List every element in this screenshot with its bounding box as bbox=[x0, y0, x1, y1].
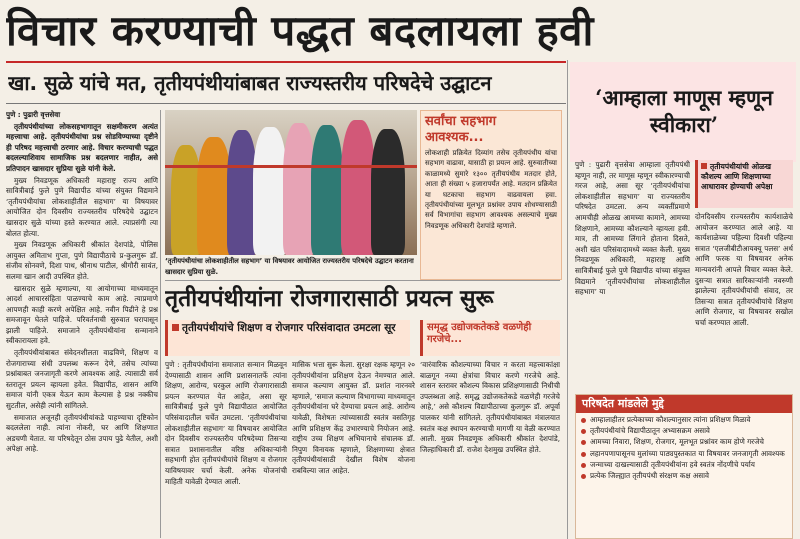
column-divider bbox=[160, 110, 161, 538]
article-paragraph: मुख्य निवडणूक अधिकारी श्रीकांत देशपांडे, पोलिस आयुक्त अमिताभ गुप्ता, पुणे विद्यापीठाचे प्र-कुलगुरू डॉ. संजीव सोनवणे, दिशा पाथ, श्रीनाथ पाटील, श्रीगौरी सावंत, सलमा खान आदी उपस्थित होते. bbox=[6, 240, 158, 281]
bullet-icon bbox=[172, 324, 179, 331]
article-paragraph: समाजात अजूनही तृतीयपंथीयांकडे पाहण्याचा दृष्टिकोन बदललेला नाही. त्यांना नोकरी, घर आणि शिक्षणात अडचणी येतात. या परिषदेतून ठोस उपाय पुढे येतील, अशी अपेक्षा आहे. bbox=[6, 412, 158, 454]
left-article-column bbox=[6, 110, 158, 538]
education-tag-text: तृतीयपंथीयांचे शिक्षण व रोजगार परिसंवादात उमटला सूर bbox=[182, 322, 396, 334]
education-tag bbox=[165, 320, 410, 356]
industry-tag: समृद्ध उद्योजकतेकडे वळणेही गरजेचे... bbox=[420, 320, 560, 356]
article-paragraph: तृतीयपंथीयांच्या लोकसहभागातून सक्षमीकरण अत्यंत महत्त्वाचा आहे. तृतीयपंथीयांचा प्रश्न सोडविण्याच्या दृष्टीने ही परिषद महत्त्वाची ठरणार आहे. विचार करण्याची पद्धत बदलल्याशिवाय सामाजिक प्रश्न बदलणार नाहीत, असे प्रतिपादन खासदार सुप्रिया सुळे यांनी केले. bbox=[6, 121, 158, 173]
subheadline: खा. सुळे यांचे मत, तृतीयपंथीयांबाबत राज्यस्तरीय परिषदेचे उद्घाटन bbox=[8, 71, 492, 95]
subhead-divider bbox=[6, 103, 566, 104]
resolutions-box bbox=[575, 394, 793, 539]
dateline: पुणे : पुढारी वृत्तसेवा bbox=[6, 110, 61, 119]
employment-column-b: मासिक भत्ता सुरू केला. सुरक्षा रक्षक म्हणून २० तृतीयपंथीयांना प्रशिक्षण देऊन नेमण्यात आले. समाज कल्याण आयुक्त डॉ. प्रशांत नारनवरे म्हणाले, ‘समाज कल्याण विभागाच्या माध्यमातून तृतीयपंथीयांना घरे देण्याचा प्रयत्न आहे. आरोग्य यावेळी, विशेषतः त्यांच्यासाठी स्वतंत्र वसतिगृह आणि प्रशिक्षण केंद्र उभारण्याचे नियोजन आहे. राष्ट्रीय उच्च शिक्षण अभियानाचे संचालक डॉ. निपुण विनायक म्हणाले, शिक्षणाच्या क्षेत्रात तृतीयपंथीयांसाठी देखील विशेष योजना राबविल्या जात आहेत. bbox=[292, 360, 415, 475]
right-column-a: पुणे : पुढारी वृत्तसेवा आम्हाला तृतीयपंथी म्हणून नाही, तर माणूस म्हणून स्वीकारण्याची गरज आहे, असा सूर ‘तृतीयपंथीयांचा लोकशाहीतील सहभाग’ या राज्यस्तरीय परिषदेत उमटला. अन्य व्यक्तींप्रमाणे आमचीही ओळख आमच्या कामाने, आमच्या शिक्षणाने, आमच्या कौशल्याने व्हायला हवी. मात्र, ती आमच्या लिंगाने होताना दिसते, अशी खंत परिसंवादामध्ये व्यक्त केली. मुख्य निवडणूक अधिकारी, महाराष्ट्र आणि सावित्रीबाई फुले पुणे विद्यापीठ यांच्या संयुक्त विद्यमाने ‘तृतीयपंथीयांचा लोकशाहीतील सहभाग’ या bbox=[575, 160, 690, 297]
right-side-tag-text: तृतीयपंथीयांची ओळख कौशल्य आणि शिक्षणाच्या आधारावर होण्याची अपेक्षा bbox=[701, 162, 773, 191]
list-item: जन्माच्या दाखल्यासाठी तृतीयपंथीयांना हवे स्वतंत्र नोंदणीचे पर्याय bbox=[590, 460, 788, 470]
headline-rule bbox=[6, 61, 566, 63]
right-side-tag bbox=[695, 160, 793, 208]
participation-box-title: सर्वांचा सहभाग आवश्यक... bbox=[425, 114, 497, 145]
photo-caption: ‘तृतीयपंथीयांचा लोकशाहीतील सहभाग’ या विषयावर आयोजित राज्यस्तरीय परिषदेचे उद्घाटन करताना खासदार सुप्रिया सुळे. bbox=[165, 257, 414, 276]
participation-box-body: लोकशाही प्रक्रियेत दिव्यांग तसेच तृतीयपंथीय यांचा सहभाग वाढावा, यासाठी हा प्रयत्न आहे. सुरुवातीच्या काळामध्ये सुमारे १३०० तृतीयपंथीय मतदार होते, आता ही संख्या ५ हजारापर्यंत आहे. मतदान प्रक्रियेत या घटकाचा सहभाग वाढवायला हवा. तृतीयपंथीयांच्या मूलभूत प्रश्नांवर उपाय शोधण्यासाठी सर्व विभागांचा सहभाग आवश्यक असल्याचे मुख्य निवडणूक अधिकारी देशपांडे म्हणाले. bbox=[425, 149, 557, 230]
article-paragraph: मुख्य निवडणूक अधिकारी महाराष्ट्र राज्य आणि सावित्रीबाई फुले पुणे विद्यापीठ यांच्या संयुक्त विद्यमाने ‘तृतीयपंथीयांचा लोकशाहीतील सहभाग’ या विषयावर आयोजित दोन दिवसीय राज्यस्तरीय परिषदेचे उद्घाटन खासदार सुळे यांच्या हस्ते करण्यात आले. त्याप्रसंगी त्या बोलत होत्या. bbox=[6, 175, 158, 238]
article-paragraph: तृतीयपंथीयांबाबत संवेदनशीलता वाढविणे, शिक्षण व रोजगाराच्या संधी उपलब्ध करून देणे, तसेच त्यांच्या प्रश्नांबाबत जनजागृती करणे आवश्यक आहे. त्यासाठी सर्व स्तरातून प्रयत्न व्हायला हवेत. विद्यापीठ, शासन आणि समाज यांनी एकत्र येऊन काम केल्यास हे प्रश्न नक्कीच सुटतील, असेही त्यांनी सांगितले. bbox=[6, 348, 158, 411]
right-section-divider bbox=[567, 60, 568, 539]
list-item: तृतीयपंथीयांचे विद्यापीठातून अभ्यासक्रम असावे bbox=[590, 426, 788, 436]
employment-column-c: ‘वारंवारिक कौशल्याच्या विचार न करता महत्त्वाकांक्षा बाळगून नव्या क्षेत्रांचा विचार करणे गरजेचे आहे. शासन स्तरावर कौशल्य विकास प्रशिक्षणासाठी निधीची उपलब्धता आहे. समृद्ध उद्योजकतेकडे वळणेही गरजेचे आहे,’ असे कौशल्य विद्यापीठाच्या कुलगुरू डॉ. अपूर्वा पालकर यांनी सांगितले. तृतीयपंथीयांबाबत मंत्रालयात स्वतंत्र कक्ष स्थापन करण्याची मागणी या वेळी करण्यात आली. मुख्य निवडणूक अधिकारी श्रीकांत देशपांडे, जिल्हाधिकारी डॉ. राजेश देशमुख उपस्थित होते. bbox=[420, 360, 560, 454]
list-item: आमच्या निवारा, शिक्षण, रोजगार, मूलभूत प्रश्नांवर काम होणे गरजेचे bbox=[590, 437, 788, 447]
bullet-icon bbox=[701, 163, 707, 169]
article-paragraph: खासदार सुळे म्हणाल्या, या आयोगाच्या माध्यमातून आदर्श आचारसंहिता पाळण्याचे काम आहे. त्याप्रमाणे आपणही काही करणे अपेक्षित आहे. नवीन पिढीने हे प्रश्न समजावून घेतले पाहिजे. परिवर्तनाची सुरुवात घरापासून झाली पाहिजे. समाजाने तृतीयपंथीयांना सन्मानाने स्वीकारायला हवे. bbox=[6, 283, 158, 346]
employment-column-a: पुणे : तृतीयपंथीयांना समाजात सन्मान मिळवून देण्यासाठी शासन आणि प्रशासनातर्फे त्यांना शिक्षण, आरोग्य, घरकुल आणि रोजगारासाठी प्रयत्न करण्यात येत आहेत, असा सूर सावित्रीबाई फुले पुणे विद्यापीठात आयोजित परिसंवादातील चर्चेत उमटला. ‘तृतीयपंथीयांचा लोकशाहीतील सहभाग’ या विषयावर आयोजित दोन दिवसीय राज्यस्तरीय परिषदेच्या तिसऱ्या सत्रात प्रशासनातील वरिष्ठ अधिकाऱ्यांनी सहभागी होत तृतीयपंथीयांचे शिक्षण व रोजगार याविषयावर चर्चा केली. अनेक योजनांची माहिती यावेळी देण्यात आली. bbox=[165, 360, 287, 486]
list-item: प्रत्येक जिल्ह्यात तृतीयपंथी संरक्षण कक्ष असावे bbox=[590, 471, 788, 481]
resolutions-list bbox=[576, 415, 792, 481]
resolutions-title: परिषदेत मांडलेले मुद्दे bbox=[576, 395, 792, 413]
main-headline: विचार करण्याची पद्धत बदलायला हवी bbox=[6, 6, 594, 55]
employment-headline: तृतीयपंथीयांना रोजगारासाठी प्रयत्न सुरू bbox=[165, 285, 494, 312]
participation-box bbox=[420, 110, 562, 280]
list-item: लहानपणापासूनच मुलांच्या पाठ्यपुस्तकात या विषयावर जनजागृती आवश्यक bbox=[590, 449, 788, 459]
right-column-b: दोनदिवसीय राज्यस्तरीय कार्यशाळेचे आयोजन करण्यात आले आहे. या कार्यशाळेच्या पहिल्या दिवशी पहिल्या सत्रात ‘एलजीबीटीआयक्यू पलस’ अर्थ आणि फरक या विषयावर अनेक मान्यवरांनी आपले विचार व्यक्त केले. दुसऱ्या सत्रात सारिकाऱ्यांनी नवरुणी झालेल्या तृतीयपंथीयांची संवाद, तर तिसऱ्या सत्रात तृतीयपंथीयांचे शिक्षण आणि रोजगार, या विषयावर सखोल चर्चा करण्यात आली. bbox=[695, 212, 793, 327]
right-headline: ‘आम्हाला माणूस म्हणून स्वीकारा’ bbox=[595, 85, 773, 137]
list-item: आम्हालाहीतर प्रत्येकाच्या कौशल्यानुसार त्यांना प्रशिक्षण मिळावे bbox=[590, 415, 788, 425]
event-photo bbox=[165, 110, 417, 255]
